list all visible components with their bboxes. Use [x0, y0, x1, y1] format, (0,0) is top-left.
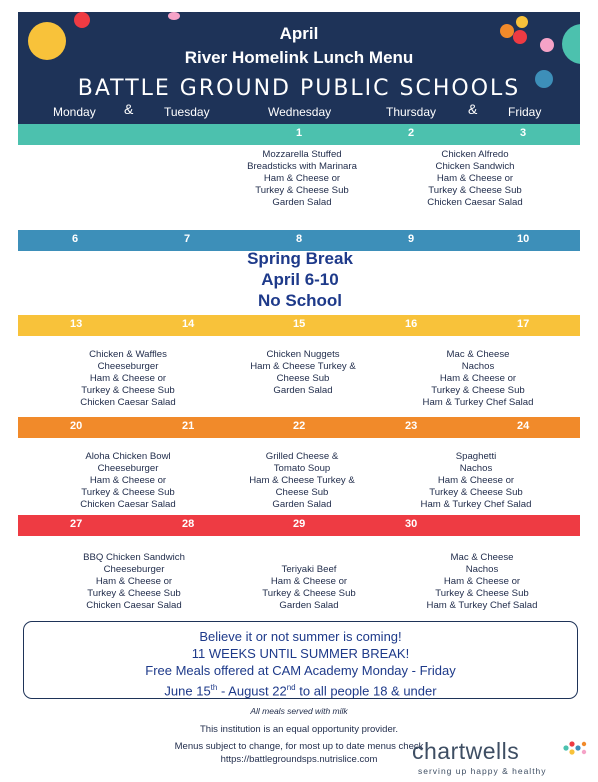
menu-item: Ham & Cheese or — [437, 475, 515, 486]
date-number: 9 — [408, 233, 415, 245]
date-number: 2 — [408, 127, 415, 139]
menu-item: Turkey & Cheese Sub — [81, 487, 175, 498]
menu-item: Spaghetti — [455, 451, 497, 462]
menu-item: Chicken Caesar Salad — [86, 600, 182, 611]
menu-item: Chicken & Waffles — [89, 349, 167, 360]
menu-url-link[interactable]: https://battlegroundsps.nutrislice.com — [220, 754, 378, 765]
chartwells-wordmark: chartwells — [412, 738, 520, 764]
menu-cell — [222, 451, 382, 511]
menu-item: Ham & Cheese or — [263, 173, 341, 184]
spring-break-dates: April 6-10 — [261, 270, 339, 289]
menu-item: Turkey & Cheese Sub — [435, 588, 529, 599]
menu-cell — [48, 349, 208, 409]
notice-line: 11 WEEKS UNTIL SUMMER BREAK! — [191, 646, 410, 661]
menu-item: Ham & Cheese Turkey & — [249, 475, 355, 486]
day-monday: Monday — [53, 105, 96, 119]
menu-item: Cheeseburger — [103, 564, 165, 575]
week-band — [18, 417, 580, 438]
menu-cell — [395, 149, 555, 209]
date-number: 8 — [296, 233, 303, 245]
weekday-row — [18, 101, 580, 123]
date-number: 20 — [70, 420, 83, 432]
notice-superscript: th — [210, 683, 218, 692]
menu-item: Ham & Cheese or — [439, 373, 517, 384]
date-number: 1 — [296, 127, 303, 139]
menu-item: Nachos — [461, 361, 495, 372]
menu-item: Grilled Cheese & — [265, 451, 339, 462]
menu-item: Nachos — [459, 463, 493, 474]
menu-cell — [54, 552, 214, 612]
ampersand: & — [124, 101, 134, 117]
menu-cell — [402, 552, 562, 612]
menu-item: Chicken Alfredo — [441, 149, 509, 160]
day-wednesday: Wednesday — [268, 105, 332, 119]
menu-item: Mac & Cheese — [446, 349, 510, 360]
date-number: 7 — [184, 233, 191, 245]
menu-item: Chicken Caesar Salad — [80, 397, 176, 408]
menu-item: Cheese Sub — [276, 373, 330, 384]
menu-item: Turkey & Cheese Sub — [262, 588, 356, 599]
notice-superscript: nd — [286, 683, 296, 692]
menu-change-note: Menus subject to change, for most up to date menus check — [174, 741, 424, 752]
menu-item: Ham & Cheese or — [436, 173, 514, 184]
menu-item: Aloha Chicken Bowl — [85, 451, 171, 462]
date-number: 13 — [70, 318, 83, 330]
date-number: 30 — [405, 518, 418, 530]
menu-item: Garden Salad — [272, 499, 332, 510]
date-number: 23 — [405, 420, 418, 432]
week-band — [18, 515, 580, 536]
equal-opportunity-note: This institution is an equal opportunity provider. — [199, 724, 399, 735]
date-number: 24 — [517, 420, 530, 432]
day-thursday: Thursday — [386, 105, 437, 119]
menu-item: Teriyaki Beef — [281, 564, 337, 575]
month-title: April — [279, 24, 319, 43]
menu-item: Turkey & Cheese Sub — [431, 385, 525, 396]
date-number: 21 — [182, 420, 195, 432]
menu-item: Cheese Sub — [275, 487, 329, 498]
menu-cell — [223, 349, 383, 397]
date-number: 27 — [70, 518, 83, 530]
menu-item: Chicken Nuggets — [266, 349, 340, 360]
menu-item: Ham & Cheese Turkey & — [250, 361, 356, 372]
menu-item: Turkey & Cheese Sub — [428, 185, 522, 196]
date-number: 10 — [517, 233, 530, 245]
menu-item: Garden Salad — [273, 385, 333, 396]
notice-line: Free Meals offered at CAM Academy Monday - Friday — [145, 663, 456, 678]
chartwells-logo — [412, 738, 592, 778]
menu-item: Cheeseburger — [97, 463, 159, 474]
chartwells-tagline: serving up happy & healthy — [418, 766, 547, 776]
menu-item: Ham & Cheese or — [89, 373, 167, 384]
spring-break-title: Spring Break — [247, 249, 353, 268]
notice-text: - August 22 — [217, 683, 287, 699]
notice-text: June 15 — [164, 683, 211, 699]
menu-item: Chicken Sandwich — [435, 161, 515, 172]
date-number: 16 — [405, 318, 418, 330]
menu-cell — [396, 451, 556, 511]
notice-line: Believe it or not summer is coming! — [199, 629, 402, 644]
week-band — [18, 124, 580, 145]
menu-item: Chicken Caesar Salad — [80, 499, 176, 510]
menu-item: Ham & Turkey Chef Salad — [420, 499, 532, 510]
notice-text: to all people 18 & under — [295, 683, 437, 699]
date-number: 3 — [520, 127, 527, 139]
menu-item: Cheeseburger — [97, 361, 159, 372]
week-band — [18, 315, 580, 336]
menu-item: Ham & Cheese or — [270, 576, 348, 587]
menu-item: Ham & Cheese or — [95, 576, 173, 587]
spring-break-status: No School — [257, 291, 343, 310]
menu-item: Turkey & Cheese Sub — [87, 588, 181, 599]
day-tuesday: Tuesday — [164, 105, 210, 119]
date-number: 28 — [182, 518, 195, 530]
date-number: 22 — [293, 420, 306, 432]
ampersand: & — [468, 101, 478, 117]
menu-item: Turkey & Cheese Sub — [255, 185, 349, 196]
menu-item: Breadsticks with Marinara — [247, 161, 357, 172]
spring-break-notice — [200, 248, 400, 311]
date-number: 17 — [517, 318, 530, 330]
menu-item: Tomato Soup — [273, 463, 331, 474]
menu-item: Chicken Caesar Salad — [427, 197, 523, 208]
menu-cell — [398, 349, 558, 409]
date-number: 6 — [72, 233, 79, 245]
date-number: 15 — [293, 318, 306, 330]
logo-dots-icon — [562, 740, 590, 760]
menu-item: Ham & Turkey Chef Salad — [422, 397, 534, 408]
day-friday: Friday — [508, 105, 542, 119]
district-name: BATTLE GROUND PUBLIC SCHOOLS — [77, 76, 521, 101]
date-number: 29 — [293, 518, 306, 530]
menu-item: Nachos — [465, 564, 499, 575]
menu-title: River Homelink Lunch Menu — [184, 48, 414, 67]
menu-item: Ham & Cheese or — [443, 576, 521, 587]
menu-cell — [48, 451, 208, 511]
decorative-dot — [168, 12, 180, 20]
menu-item: Ham & Turkey Chef Salad — [426, 600, 538, 611]
notice-dates — [24, 679, 577, 699]
menu-cell — [222, 149, 382, 209]
menu-header — [18, 12, 580, 124]
summer-notice — [23, 621, 578, 699]
menu-item: Ham & Cheese or — [89, 475, 167, 486]
menu-cell — [229, 564, 389, 612]
menu-item: Turkey & Cheese Sub — [429, 487, 523, 498]
menu-item: Turkey & Cheese Sub — [81, 385, 175, 396]
date-number: 14 — [182, 318, 195, 330]
menu-item: Garden Salad — [279, 600, 339, 611]
milk-note: All meals served with milk — [250, 706, 348, 716]
menu-item: Garden Salad — [272, 197, 332, 208]
menu-item: Mac & Cheese — [450, 552, 514, 563]
menu-item: BBQ Chicken Sandwich — [83, 552, 185, 563]
menu-item: Mozzarella Stuffed — [262, 149, 342, 160]
